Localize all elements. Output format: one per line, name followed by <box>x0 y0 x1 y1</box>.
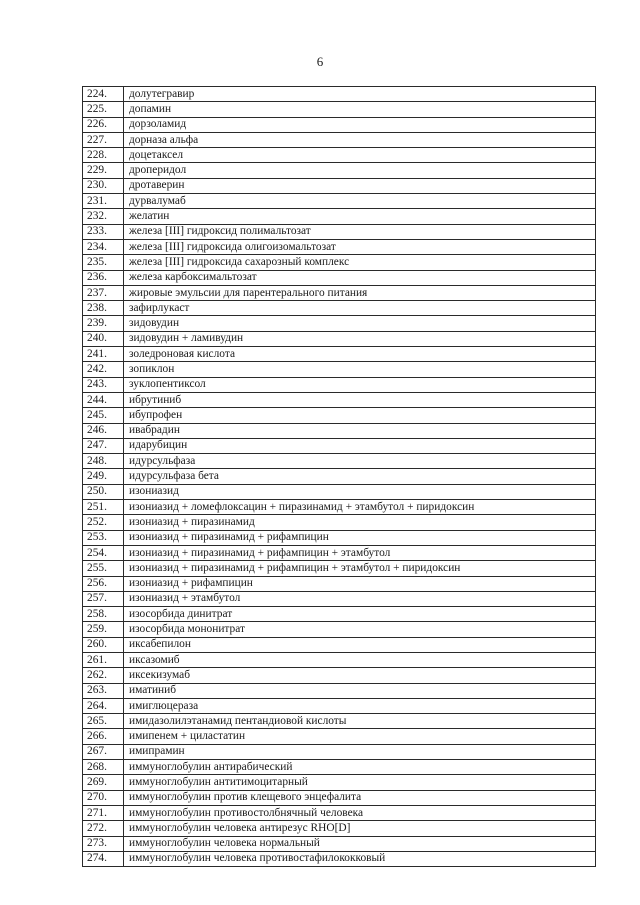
table-row <box>83 744 596 759</box>
drug-name: железа карбоксимальтозат <box>124 270 596 285</box>
row-number: 271. <box>83 805 124 820</box>
table-row <box>83 454 596 469</box>
drug-name: желатин <box>124 209 596 224</box>
row-number: 230. <box>83 178 124 193</box>
table-row <box>83 760 596 775</box>
row-number: 263. <box>83 683 124 698</box>
drug-name: железа [III] гидроксида олигоизомальтозат <box>124 239 596 254</box>
row-number: 250. <box>83 484 124 499</box>
row-number: 256. <box>83 576 124 591</box>
row-number: 242. <box>83 362 124 377</box>
drug-name: дурвалумаб <box>124 194 596 209</box>
row-number: 231. <box>83 194 124 209</box>
drug-name: железа [III] гидроксида сахарозный комплекс <box>124 255 596 270</box>
table-row <box>83 515 596 530</box>
table-row <box>83 576 596 591</box>
drug-name: ибупрофен <box>124 408 596 423</box>
drug-name: долутегравир <box>124 87 596 102</box>
drug-name: изониазид <box>124 484 596 499</box>
drug-name: имиглюцераза <box>124 698 596 713</box>
drug-name: иммуноглобулин человека антирезус RHO[D] <box>124 821 596 836</box>
drug-name: иммуноглобулин против клещевого энцефалита <box>124 790 596 805</box>
row-number: 270. <box>83 790 124 805</box>
row-number: 259. <box>83 622 124 637</box>
table-row <box>83 102 596 117</box>
table-row <box>83 821 596 836</box>
row-number: 260. <box>83 637 124 652</box>
drug-name: иксабепилон <box>124 637 596 652</box>
drug-name: изониазид + пиразинамид + рифампицин + этамбутол + пиридоксин <box>124 561 596 576</box>
table-row <box>83 729 596 744</box>
drug-name: дроперидол <box>124 163 596 178</box>
row-number: 224. <box>83 87 124 102</box>
row-number: 240. <box>83 331 124 346</box>
drug-name: иммуноглобулин антирабический <box>124 760 596 775</box>
row-number: 265. <box>83 714 124 729</box>
drug-name: изониазид + пиразинамид + рифампицин <box>124 530 596 545</box>
row-number: 264. <box>83 698 124 713</box>
row-number: 226. <box>83 117 124 132</box>
drug-name: иммуноглобулин человека противостафилококковый <box>124 851 596 866</box>
drug-name: доцетаксел <box>124 148 596 163</box>
table-row <box>83 500 596 515</box>
table-row <box>83 714 596 729</box>
row-number: 262. <box>83 668 124 683</box>
drug-name: изониазид + ломефлоксацин + пиразинамид + этамбутол + пиридоксин <box>124 500 596 515</box>
table-row <box>83 301 596 316</box>
drug-name: ибрутиниб <box>124 392 596 407</box>
row-number: 254. <box>83 545 124 560</box>
drug-name: жировые эмульсии для парентерального питания <box>124 285 596 300</box>
drug-name: иксекизумаб <box>124 668 596 683</box>
table-row <box>83 790 596 805</box>
drug-list-body <box>83 87 596 867</box>
row-number: 236. <box>83 270 124 285</box>
row-number: 233. <box>83 224 124 239</box>
table-row <box>83 163 596 178</box>
drug-name: иксазомиб <box>124 652 596 667</box>
drug-name: золедроновая кислота <box>124 347 596 362</box>
table-row <box>83 194 596 209</box>
row-number: 234. <box>83 239 124 254</box>
drug-name: имипенем + циластатин <box>124 729 596 744</box>
row-number: 247. <box>83 438 124 453</box>
row-number: 237. <box>83 285 124 300</box>
drug-name: имипрамин <box>124 744 596 759</box>
drug-name: иммуноглобулин антитимоцитарный <box>124 775 596 790</box>
table-row <box>83 377 596 392</box>
table-row <box>83 805 596 820</box>
drug-name: изониазид + пиразинамид <box>124 515 596 530</box>
table-row <box>83 347 596 362</box>
row-number: 257. <box>83 591 124 606</box>
table-row <box>83 851 596 866</box>
drug-name: железа [III] гидроксид полимальтозат <box>124 224 596 239</box>
table-row <box>83 484 596 499</box>
drug-name: изониазид + пиразинамид + рифампицин + этамбутол <box>124 545 596 560</box>
row-number: 268. <box>83 760 124 775</box>
row-number: 274. <box>83 851 124 866</box>
drug-name: имидазолилэтанамид пентандиовой кислоты <box>124 714 596 729</box>
table-row <box>83 117 596 132</box>
table-row <box>83 362 596 377</box>
table-row <box>83 148 596 163</box>
row-number: 244. <box>83 392 124 407</box>
row-number: 241. <box>83 347 124 362</box>
row-number: 238. <box>83 301 124 316</box>
row-number: 235. <box>83 255 124 270</box>
table-row <box>83 637 596 652</box>
row-number: 249. <box>83 469 124 484</box>
drug-name: допамин <box>124 102 596 117</box>
table-row <box>83 607 596 622</box>
table-row <box>83 285 596 300</box>
table-row <box>83 469 596 484</box>
table-row <box>83 392 596 407</box>
drug-name: дорзоламид <box>124 117 596 132</box>
page-number: 6 <box>316 54 324 69</box>
drug-name: зуклопентиксол <box>124 377 596 392</box>
table-row <box>83 239 596 254</box>
table-row <box>83 775 596 790</box>
row-number: 246. <box>83 423 124 438</box>
row-number: 239. <box>83 316 124 331</box>
row-number: 225. <box>83 102 124 117</box>
row-number: 253. <box>83 530 124 545</box>
drug-name: изосорбида динитрат <box>124 607 596 622</box>
row-number: 243. <box>83 377 124 392</box>
row-number: 269. <box>83 775 124 790</box>
table-row <box>83 561 596 576</box>
table-row <box>83 331 596 346</box>
row-number: 228. <box>83 148 124 163</box>
row-number: 255. <box>83 561 124 576</box>
table-row <box>83 836 596 851</box>
row-number: 252. <box>83 515 124 530</box>
row-number: 232. <box>83 209 124 224</box>
table-row <box>83 683 596 698</box>
drug-name: иматиниб <box>124 683 596 698</box>
row-number: 227. <box>83 132 124 147</box>
drug-name: иммуноглобулин противостолбнячный человека <box>124 805 596 820</box>
table-row <box>83 668 596 683</box>
row-number: 273. <box>83 836 124 851</box>
table-row <box>83 224 596 239</box>
table-row <box>83 423 596 438</box>
table-row <box>83 698 596 713</box>
table-row <box>83 255 596 270</box>
drug-name: идарубицин <box>124 438 596 453</box>
row-number: 258. <box>83 607 124 622</box>
drug-name: дротаверин <box>124 178 596 193</box>
row-number: 272. <box>83 821 124 836</box>
row-number: 245. <box>83 408 124 423</box>
row-number: 266. <box>83 729 124 744</box>
drug-list-table <box>82 86 596 867</box>
table-row <box>83 178 596 193</box>
row-number: 267. <box>83 744 124 759</box>
drug-name: зидовудин + ламивудин <box>124 331 596 346</box>
table-row <box>83 270 596 285</box>
drug-name: дорназа альфа <box>124 132 596 147</box>
table-row <box>83 545 596 560</box>
table-row <box>83 87 596 102</box>
table-row <box>83 132 596 147</box>
drug-name: изониазид + рифампицин <box>124 576 596 591</box>
drug-name: иммуноглобулин человека нормальный <box>124 836 596 851</box>
table-row <box>83 209 596 224</box>
table-row <box>83 530 596 545</box>
table-row <box>83 591 596 606</box>
table-row <box>83 408 596 423</box>
drug-name: зидовудин <box>124 316 596 331</box>
table-row <box>83 652 596 667</box>
table-row <box>83 622 596 637</box>
table-row <box>83 316 596 331</box>
drug-name: идурсульфаза бета <box>124 469 596 484</box>
drug-name: ивабрадин <box>124 423 596 438</box>
drug-name: зопиклон <box>124 362 596 377</box>
table-row <box>83 438 596 453</box>
row-number: 261. <box>83 652 124 667</box>
row-number: 251. <box>83 500 124 515</box>
drug-name: идурсульфаза <box>124 454 596 469</box>
drug-name: изосорбида мононитрат <box>124 622 596 637</box>
drug-name: зафирлукаст <box>124 301 596 316</box>
drug-name: изониазид + этамбутол <box>124 591 596 606</box>
row-number: 248. <box>83 454 124 469</box>
row-number: 229. <box>83 163 124 178</box>
